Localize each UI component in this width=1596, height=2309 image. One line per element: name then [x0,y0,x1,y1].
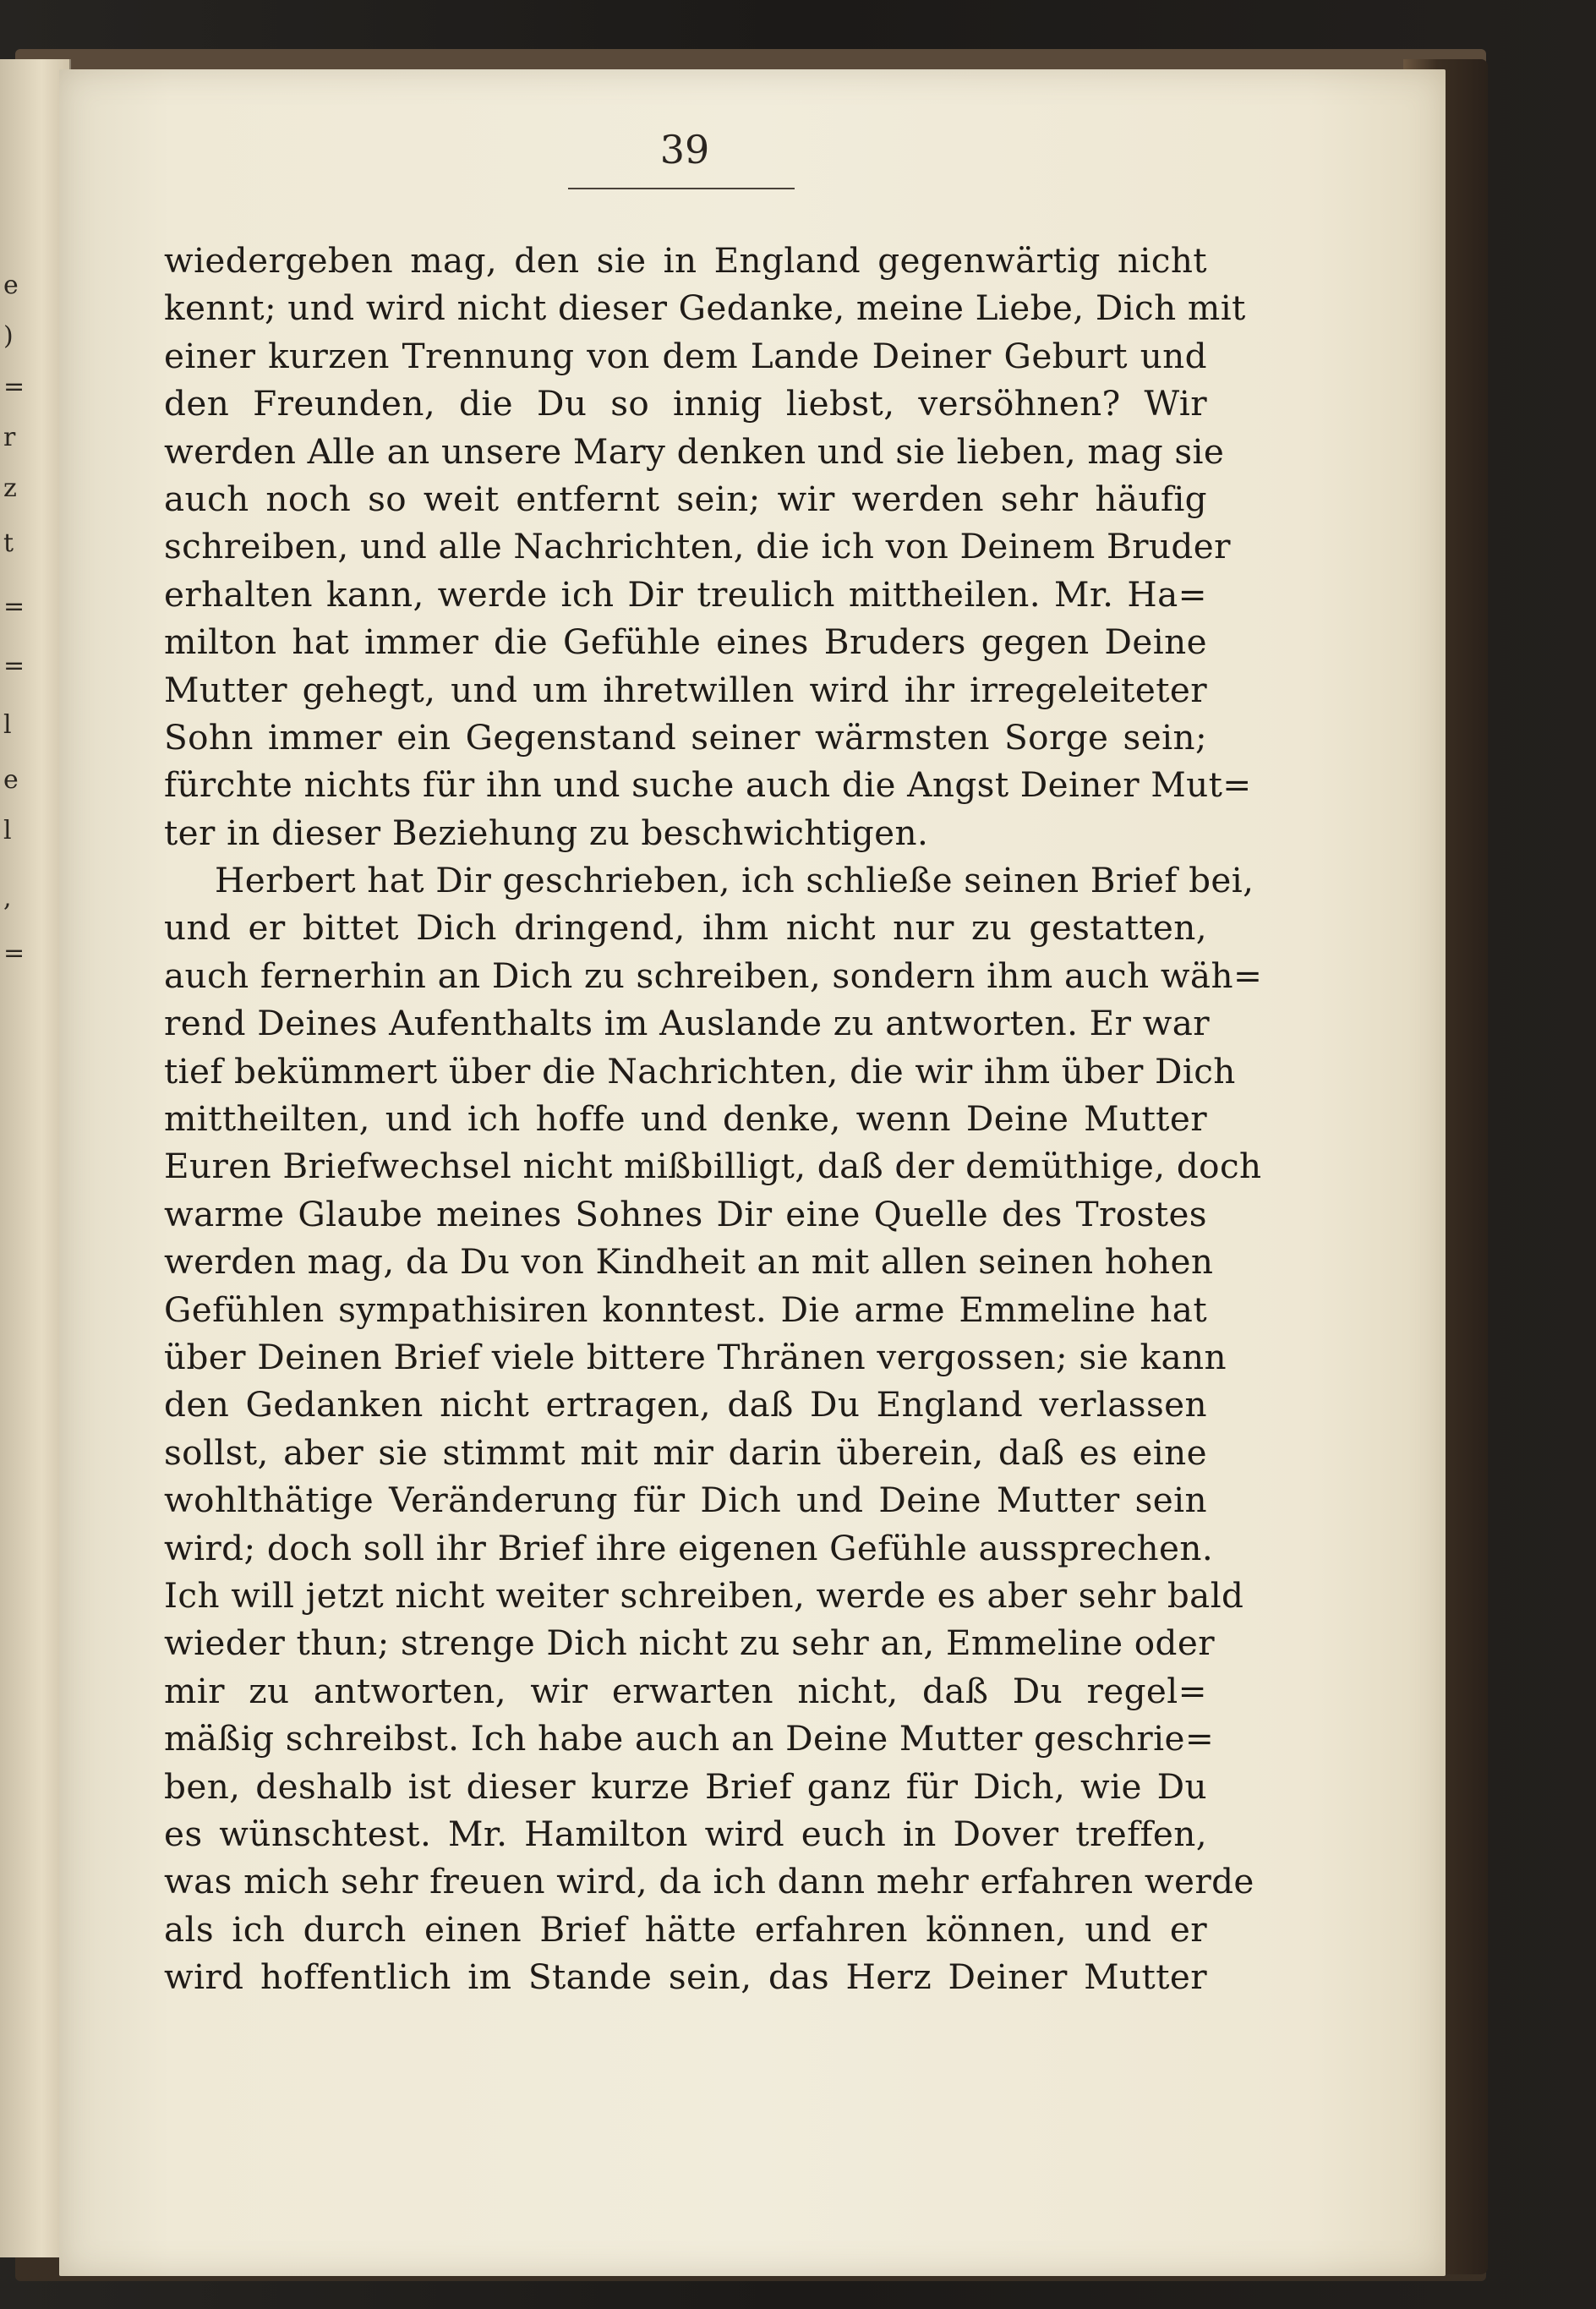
previous-page-fragment: = [3,651,25,681]
previous-page-fragment: l [3,710,12,740]
text-line: einer kurzen Trennung von dem Lande Deiner Geburt und [164,335,1207,376]
text-line: es wünschtest. Mr. Hamilton wird euch in Dover treffen, [164,1813,1207,1854]
text-line: warme Glaube meines Sohnes Dir eine Quelle des Trostes [164,1193,1207,1234]
text-line: rend Deines Aufenthalts im Auslande zu antworten. Er war [164,1003,1211,1044]
text-line: fürchte nichts für ihn und suche auch die Angst Deiner Mut= [164,764,1252,806]
text-line: erhalten kann, werde ich Dir treulich mittheilen. Mr. Ha= [164,573,1207,615]
text-line: als ich durch einen Brief hätte erfahren können, und er [164,1908,1207,1950]
text-line: Ich will jetzt nicht weiter schreiben, werde es aber sehr bald [164,1574,1244,1616]
text-line: sollst, aber sie stimmt mit mir darin überein, daß es eine [164,1431,1207,1473]
text-line: wieder thun; strenge Dich nicht zu sehr an, Emmeline oder [164,1622,1215,1664]
text-line: mir zu antworten, wir erwarten nicht, daß Du regel= [164,1670,1207,1711]
text-line: und er bittet Dich dringend, ihm nicht nur zu gestatten, [164,907,1207,949]
text-line: ben, deshalb ist dieser kurze Brief ganz für Dich, wie Du [164,1765,1207,1807]
text-line: milton hat immer die Gefühle eines Bruders gegen Deine [164,621,1207,663]
text-line: wiedergeben mag, den sie in England gegenwärtig nicht [164,240,1207,281]
text-line: werden mag, da Du von Kindheit an mit allen seinen hohen [164,1241,1214,1283]
previous-page-fragment: r [3,423,16,452]
text-line: Sohn immer ein Gegenstand seiner wärmsten Sorge sein; [164,716,1207,758]
text-line: wird; doch soll ihr Brief ihre eigenen Gefühle aussprechen. [164,1527,1214,1568]
previous-page-fragment: = [3,938,25,968]
text-line: kennt; und wird nicht dieser Gedanke, meine Liebe, Dich mit [164,287,1246,329]
text-line: werden Alle an unsere Mary denken und sie lieben, mag sie [164,430,1225,472]
text-line: den Freunden, die Du so innig liebst, versöhnen? Wir [164,383,1207,424]
text-line: wohlthätige Veränderung für Dich und Deine Mutter sein [164,1480,1207,1521]
body-text [164,237,1263,2000]
previous-page-fragment: l [3,816,12,845]
text-line: Euren Briefwechsel nicht mißbilligt, daß der demüthige, doch [164,1146,1262,1187]
paragraph-end-line: ter in dieser Beziehung zu beschwichtigen. [164,812,929,853]
text-line: tief bekümmert über die Nachrichten, die wir ihm über Dich [164,1050,1236,1092]
header-rule [568,188,795,189]
text-line: auch fernerhin an Dich zu schreiben, sondern ihm auch wäh= [164,955,1263,996]
page-number: 39 [659,127,710,172]
paragraph-start-line: Herbert hat Dir geschrieben, ich schließe seinen Brief bei, [215,860,1254,901]
text-line: schreiben, und alle Nachrichten, die ich von Deinem Bruder [164,526,1231,567]
text-line: wird hoffentlich im Stande sein, das Herz Deiner Mutter [164,1956,1207,1998]
text-line: den Gedanken nicht ertragen, daß Du England verlassen [164,1384,1207,1425]
previous-page-fragment: ) [3,321,14,351]
previous-page-fragment: t [3,528,14,558]
text-line: mäßig schreibst. Ich habe auch an Deine Mutter geschrie= [164,1718,1215,1759]
previous-page-fragment: = [3,592,25,621]
text-line: mittheilten, und ich hoffe und denke, wenn Deine Mutter [164,1098,1207,1140]
previous-page-fragment: = [3,372,25,402]
previous-page-fragment: , [3,884,12,913]
previous-page-fragment: z [3,473,17,503]
previous-page-fragment: e [3,765,19,795]
text-line: über Deinen Brief viele bittere Thränen vergossen; sie kann [164,1336,1227,1377]
previous-page-fragment: e [3,271,19,300]
text-line: Gefühlen sympathisiren konntest. Die arme Emmeline hat [164,1289,1207,1330]
text-line: was mich sehr freuen wird, da ich dann mehr erfahren werde [164,1861,1254,1902]
text-line: Mutter gehegt, und um ihretwillen wird ihr irregeleiteter [164,669,1207,710]
text-line: auch noch so weit entfernt sein; wir werden sehr häufig [164,478,1207,519]
